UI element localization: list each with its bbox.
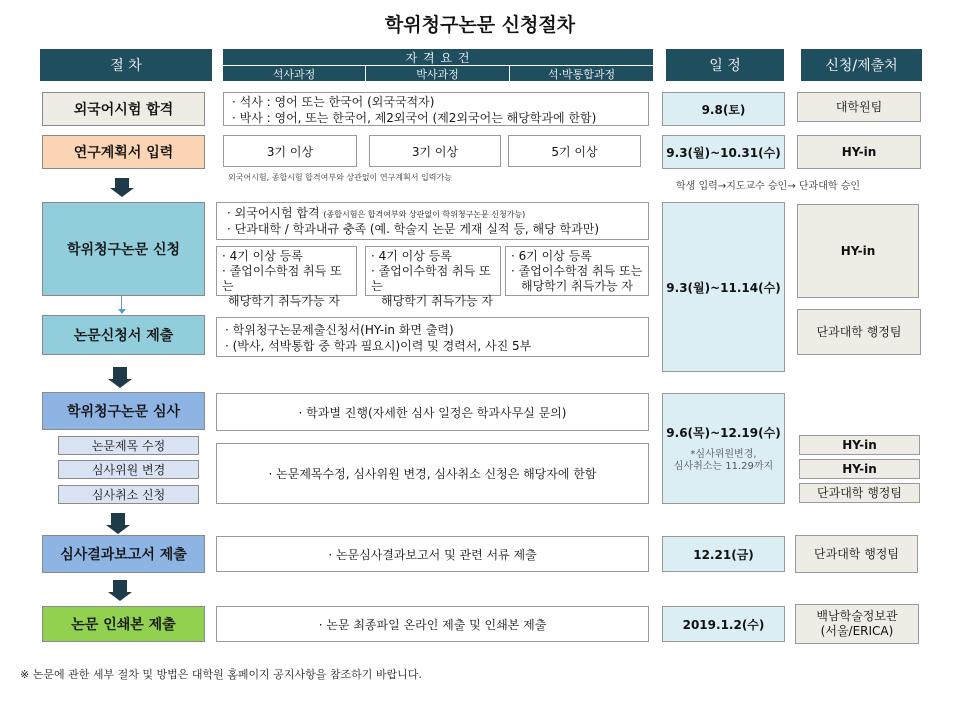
- destination-plan: HY-in: [797, 135, 921, 169]
- requirement-line: · 박사 : 영어, 또는 한국어, 제2외국어 (제2외국어는 해당학과에 한함): [232, 111, 597, 125]
- header-requirements: 자 격 요 건: [223, 49, 653, 65]
- foreign-language-requirements: [223, 92, 649, 126]
- schedule-date: 9.3(월)~11.14(수): [666, 280, 781, 295]
- flow-arrow-head: [108, 379, 132, 388]
- header-procedure: 절 차: [40, 49, 212, 81]
- flow-arrow-head: [110, 188, 134, 197]
- requirement-note: (종합시험은 합격여부와 상관없이 학위청구논문 신청가능): [323, 210, 526, 219]
- apply-masters: [216, 246, 357, 308]
- destination-report: 단과대학 행정팀: [795, 535, 918, 573]
- step-research-plan: 연구계획서 입력: [42, 135, 205, 169]
- review-text: · 학과별 진행(자세한 심사 일정은 학과사무실 문의): [216, 393, 649, 431]
- schedule-date: 9.3(월)~10.31(수): [666, 145, 781, 160]
- print-text: · 논문 최종파일 온라인 제출 및 인쇄본 제출: [216, 606, 649, 642]
- destination-review-cancel: 단과대학 행정팀: [799, 483, 920, 503]
- apply-integrated: [505, 246, 649, 296]
- report-text: · 논문심사결과보고서 및 관련 서류 제출: [216, 536, 649, 572]
- header-schedule: 일 정: [666, 49, 784, 81]
- schedule-apply: [662, 202, 785, 372]
- requirement-line: 해당학기 취득가능 자: [521, 279, 633, 293]
- requirement-line: · 4기 이상 등록: [371, 249, 452, 263]
- destination-title-change: HY-in: [799, 435, 920, 455]
- schedule-foreign: [662, 92, 785, 126]
- substep-title-change: 논문제목 수정: [58, 436, 199, 455]
- requirement-line: · (박사, 석박통합 중 학과 필요시)이력 및 경력서, 사진 5부: [225, 339, 532, 353]
- connector-line: [121, 296, 122, 310]
- step-print-copy: 논문 인쇄본 제출: [42, 606, 205, 642]
- destination-line: 백남학술정보관: [816, 609, 898, 623]
- flow-arrow-head: [106, 525, 130, 534]
- destination-print: [795, 604, 919, 644]
- connector-arrow-head: [118, 309, 126, 314]
- substep-committee-change: 심사위원 변경: [58, 460, 199, 479]
- flow-arrow: [115, 178, 129, 188]
- schedule-date: 2019.1.2(수): [682, 617, 765, 632]
- requirement-line: · 학위청구논문제출신청서(HY-in 화면 출력): [225, 323, 454, 337]
- schedule-report: [662, 536, 785, 572]
- step-foreign-language-test: 외국어시험 합격: [42, 92, 205, 126]
- schedule-date: 9.8(토): [701, 102, 746, 117]
- requirement-line: · 졸업이수학점 취득 또는: [222, 264, 342, 293]
- header-masters: 석사과정: [223, 66, 365, 81]
- schedule-review: [662, 393, 785, 504]
- requirement-line: · 졸업이수학점 취득 또는: [371, 264, 491, 293]
- step-application-form: 논문신청서 제출: [42, 315, 205, 355]
- requirement-line: · 석사 : 영어 또는 한국어 (외국국적자): [232, 95, 435, 109]
- requirement-line: · 단과대학 / 학과내규 충족 (예. 학술지 논문 게재 실적 등, 해당 학과만): [227, 222, 600, 236]
- plan-doctoral: 3기 이상: [369, 135, 501, 167]
- requirement-line: · 외국어시험 합격: [227, 206, 320, 220]
- apply-common-requirements: [216, 202, 649, 240]
- schedule-note: *심사위원변경, 심사취소는 11.29까지: [673, 449, 774, 472]
- schedule-date: 9.6(목)~12.19(수): [666, 426, 781, 440]
- header-destination: 신청/제출처: [801, 49, 922, 81]
- destination-form: 단과대학 행정팀: [797, 309, 921, 355]
- destination-foreign: 대학원팀: [797, 92, 921, 122]
- destination-line: (서울/ERICA): [820, 624, 894, 638]
- flow-arrow: [113, 367, 127, 379]
- requirement-line: 해당학기 취득가능 자: [228, 294, 340, 308]
- step-review-report: 심사결과보고서 제출: [42, 535, 205, 573]
- footer-note: ※ 논문에 관한 세부 절차 및 방법은 대학원 홈페이지 공지사항을 참조하기 바랍니다.: [20, 668, 422, 681]
- substep-review-cancel: 심사취소 신청: [58, 485, 199, 504]
- apply-doctoral: [365, 246, 501, 308]
- schedule-date: 12.21(금): [693, 547, 754, 562]
- requirement-line: · 6기 이상 등록: [511, 249, 592, 263]
- plan-footnote: 외국어시험, 종합시험 합격여부와 상관없이 연구계획서 입력가능: [228, 173, 452, 182]
- plan-integrated: 5기 이상: [508, 135, 641, 167]
- requirement-line: 해당학기 취득가능 자: [381, 294, 493, 308]
- form-requirements: [216, 317, 649, 357]
- page-title: 학위청구논문 신청절차: [384, 14, 576, 36]
- requirement-line: · 졸업이수학점 취득 또는: [511, 264, 643, 278]
- approval-flow: 학생 입력→지도교수 승인→ 단과대학 승인: [676, 181, 861, 192]
- flow-arrow-head: [108, 592, 132, 601]
- changes-text: · 논문제목수정, 심사위원 변경, 심사취소 신청은 해당자에 한함: [216, 443, 649, 504]
- step-thesis-application: 학위청구논문 신청: [42, 202, 205, 296]
- header-doctoral: 박사과정: [366, 66, 509, 81]
- step-thesis-review: 학위청구논문 심사: [42, 392, 205, 430]
- schedule-plan: [662, 135, 785, 169]
- schedule-print: [662, 606, 785, 642]
- header-integrated: 석·박통합과정: [510, 66, 653, 81]
- destination-apply: HY-in: [797, 204, 919, 298]
- destination-committee-change: HY-in: [799, 459, 920, 479]
- flow-arrow: [111, 513, 125, 525]
- plan-masters: 3기 이상: [223, 135, 357, 167]
- flow-arrow: [113, 580, 127, 592]
- requirement-line: · 4기 이상 등록: [222, 249, 303, 263]
